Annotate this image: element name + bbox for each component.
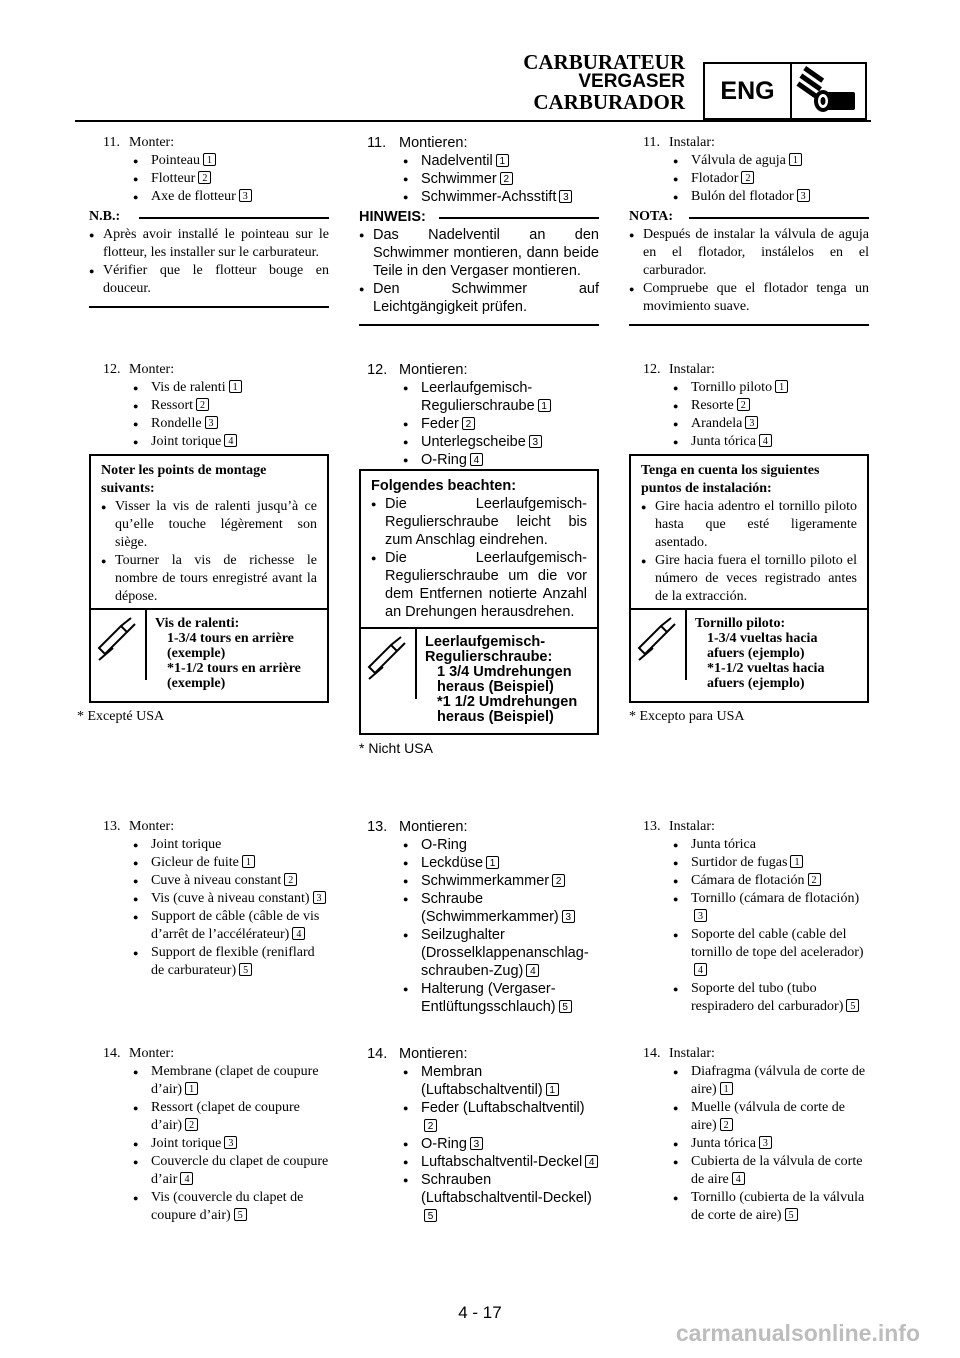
list-item: ● Joint torique [129,836,329,854]
list-item: ● Flotador 2 [669,170,869,188]
ref-number: 3 [205,416,218,429]
section-title-block [523,52,685,112]
list-item: ● O-Ring 4 [399,451,599,469]
ref-number: 1 [242,855,255,868]
list-item: ● Axe de flotteur 3 [129,188,329,206]
list-item: ● Válvula de aguja 1 [669,152,869,170]
list-item: ● Arandela 3 [669,415,869,433]
footnote-es: * Excepto para USA [629,709,745,724]
ref-number: 4 [759,434,772,447]
ref-number: 1 [203,153,216,166]
list-item: ● Das Nadelventil an den Schwimmer montieren, dann beide Teile in den Vergaser montieren. [359,226,599,280]
list-item: ● Halterung (Vergaser-Entlüftungsschlauch) 5 [399,980,599,1016]
list-item: ● Bulón del flotador 3 [669,188,869,206]
ref-number: 4 [732,1172,745,1185]
list-item: ● O-Ring 3 [399,1135,599,1153]
ref-number: 2 [196,398,209,411]
ref-number: 1 [789,153,802,166]
ref-number: 2 [198,171,211,184]
ref-number: 4 [180,1172,193,1185]
ref-number: 2 [284,873,297,886]
wrench-spec-icon [91,610,143,676]
ref-number: 1 [790,855,803,868]
list-item: ● Visser la vis de ralenti jusqu’à ce qu’elle touche légèrement son siège. [101,498,317,552]
install-box-fr: Noter les points de montage suivants: ● Visser la vis de ralenti jusqu’à ce qu’elle touche légèrement son siège. ● Tourner la vis de richesse le nombre de tours enregistré avant la dépose. Vis de ralenti: 1-3/4 tours en arrière (exemple) *1-1/2 tours en arrière (exemple) [89,454,329,703]
ref-number: 4 [585,1155,598,1168]
list-item: ● Diafragma (válvula de corte de aire) 1 [669,1063,869,1099]
list-item: ● Compruebe que el flotador tenga un movimiento suave. [629,280,869,316]
ref-number: 1 [185,1082,198,1095]
list-item: ● Junta tórica 4 [669,433,869,451]
title-de: VERGASER [578,71,685,92]
step-12-fr: 12. Monter: ● Vis de ralenti 1 ● Ressort 2 ● Rondelle 3 ● Joint torique 4 [89,361,329,451]
ref-number: 1 [486,856,499,869]
step-12-de: 12. Montieren: ● Leerlaufgemisch-Regulierschraube 1 ● Feder 2 ● Unterlegscheibe 3 ● O-Ring 4 [359,361,599,469]
list-item: ● Junta tórica 3 [669,1135,869,1153]
ref-number: 2 [185,1118,198,1131]
list-item: ● Cuve à niveau constant 2 [129,872,329,890]
page-number: 4 - 17 [458,1303,502,1322]
list-item: ● Muelle (válvula de corte de aire) 2 [669,1099,869,1135]
ref-number: 3 [694,909,707,922]
list-item: ● Gicleur de fuite 1 [129,854,329,872]
ref-number: 4 [292,927,305,940]
ref-number: 3 [529,435,542,448]
list-item: ● Pointeau 1 [129,152,329,170]
title-es: CARBURADOR [533,90,685,114]
eng-label: ENG [705,64,792,118]
list-item: ● Den Schwimmer auf Leichtgängigkeit prüfen. [359,280,599,316]
list-item: ● Flotteur 2 [129,170,329,188]
ref-number: 4 [694,963,707,976]
list-item: ● Nadelventil 1 [399,152,599,170]
list-item: ● Cámara de flotación 2 [669,872,869,890]
step-11-es: 11. Instalar: ● Válvula de aguja 1 ● Flotador 2 ● Bulón del flotador 3 [629,134,869,206]
list-item: ● Support de câble (câble de vis d’arrêt de l’accélérateur) 4 [129,908,329,944]
ref-number: 2 [741,171,754,184]
step-14-fr: 14. Monter: ● Membrane (clapet de coupure d’air) 1 ● Ressort (clapet de coupure d’air) 2 ● Joint torique 3 ● Couvercle du clapet de coupure d’air 4 ● Vis (couvercle du clapet de coupure d’air) 5 [89,1045,329,1225]
list-item: ● Tourner la vis de richesse le nombre de tours enregistré avant la dépose. [101,552,317,606]
list-item: ● Resorte 2 [669,397,869,415]
eng-badge [703,62,867,120]
step-13-de: 13. Montieren: ● O-Ring ● Leckdüse 1 ● Schwimmerkammer 2 ● Schraube (Schwimmerkammer) 3 ● Seilzughalter (Drosselklappenanschlag-schrauben-Zug) 4 ● Halterung (Vergaser-Entlüftungsschlauch) 5 [359,818,599,1016]
ref-number: 3 [313,891,326,904]
list-item: ● Soporte del tubo (tubo respiradero del carburador) 5 [669,980,869,1016]
step-11-de: 11. Montieren: ● Nadelventil 1 ● Schwimmer 2 ● Schwimmer-Achsstift 3 [359,134,599,206]
watermark: carmanualsonline.info [675,1320,920,1346]
ref-number: 1 [720,1082,733,1095]
list-item: ● Vis de ralenti 1 [129,379,329,397]
wrench-spec-icon [361,629,413,695]
step-14-de: 14. Montieren: ● Membran (Luftabschaltventil) 1 ● Feder (Luftabschaltventil)2 ● O-Ring 3 ● Luftabschaltventil-Deckel 4 ● Schrauben (Luftabschaltventil-Deckel)5 [359,1045,599,1225]
note-11-fr: N.B.: ● Après avoir installé le pointeau sur le flotteur, les installer sur le carburateur. ● Vérifier que le flotteur bouge en douceur. [89,208,329,308]
list-item: ● Joint torique 4 [129,433,329,451]
list-item: ● Couvercle du clapet de coupure d’air 4 [129,1153,329,1189]
list-item: ● Schraube (Schwimmerkammer) 3 [399,890,599,926]
list-item: ● Schwimmer-Achsstift 3 [399,188,599,206]
list-item: ● Feder (Luftabschaltventil)2 [399,1099,599,1135]
list-item: ● Seilzughalter (Drosselklappenanschlag-schrauben-Zug) 4 [399,926,599,980]
list-item: ● Joint torique 3 [129,1135,329,1153]
install-box-es: Tenga en cuenta los siguientes puntos de instalación: ● Gire hacia adentro el tornillo piloto hasta que esté ligeramente asentado. ● Gire hacia fuera el tornillo piloto el número de veces registrado antes de la extracción. Tornillo piloto: 1-3/4 vueltas hacia afuers (ejemplo) *1-1/2 vueltas hacia afuers (ejemplo) [629,454,869,703]
list-item: ● Cubierta de la válvula de corte de aire 4 [669,1153,869,1189]
list-item: ● Ressort (clapet de coupure d’air) 2 [129,1099,329,1135]
step-11-fr: 11. Monter: ● Pointeau 1 ● Flotteur 2 ● Axe de flotteur 3 [89,134,329,206]
ref-number: 4 [526,964,539,977]
ref-number: 2 [500,172,513,185]
list-item: ● Tornillo (cámara de flotación)3 [669,890,869,926]
wrench-spec-icon [631,610,683,676]
ref-number: 3 [224,1136,237,1149]
note-11-es: NOTA: ● Después de instalar la válvula de aguja en el flotador, instálelos en el carburador. ● Compruebe que el flotador tenga un movimiento suave. [629,208,869,326]
ref-number: 2 [552,874,565,887]
list-item: ● Feder 2 [399,415,599,433]
list-item: ● Membran (Luftabschaltventil) 1 [399,1063,599,1099]
list-item: ● Leerlaufgemisch-Regulierschraube 1 [399,379,599,415]
ref-number: 5 [239,963,252,976]
ref-number: 1 [546,1083,559,1096]
list-item: ● O-Ring [399,836,599,854]
ref-number: 1 [496,154,509,167]
list-item: ● Surtidor de fugas 1 [669,854,869,872]
footnote-fr: * Excepté USA [77,709,165,724]
list-item: ● Luftabschaltventil-Deckel 4 [399,1153,599,1171]
list-item: ● Después de instalar la válvula de aguja en el flotador, instálelos en el carburador. [629,226,869,280]
list-item: ● Support de flexible (reniflard de carburateur) 5 [129,944,329,980]
list-item: ● Rondelle 3 [129,415,329,433]
ref-number: 4 [470,453,483,466]
ref-number: 3 [797,189,810,202]
ref-number: 2 [424,1119,437,1132]
ref-number: 5 [559,1000,572,1013]
ref-number: 3 [759,1136,772,1149]
ref-number: 2 [808,873,821,886]
list-item: ● Vis (couvercle du clapet de coupure d’air) 5 [129,1189,329,1225]
list-item: ● Après avoir installé le pointeau sur le flotteur, les installer sur le carburateur. [89,226,329,262]
list-item: ● Gire hacia adentro el tornillo piloto hasta que esté ligeramente asentado. [641,498,857,552]
engine-icon [793,66,863,118]
title-fr: CARBURATEUR [523,50,685,74]
list-item: ● Ressort 2 [129,397,329,415]
list-item: ● Vérifier que le flotteur bouge en douceur. [89,262,329,298]
list-item: ● Die Leerlaufgemisch-Regulierschraube um die vor dem Entfernen notierte Anzahl an Drehungen herausdrehen. [371,549,587,621]
ref-number: 5 [234,1208,247,1221]
ref-number: 3 [470,1137,483,1150]
list-item: ● Schwimmerkammer 2 [399,872,599,890]
list-item: ● Leckdüse 1 [399,854,599,872]
ref-number: 2 [720,1118,733,1131]
ref-number: 2 [462,417,475,430]
ref-number: 1 [775,380,788,393]
ref-number: 3 [239,189,252,202]
list-item: ● Unterlegscheibe 3 [399,433,599,451]
list-item: ● Membrane (clapet de coupure d’air) 1 [129,1063,329,1099]
list-item: ● Junta tórica [669,836,869,854]
step-14-es: 14. Instalar: ● Diafragma (válvula de corte de aire) 1 ● Muelle (válvula de corte de aire) 2 ● Junta tórica 3 ● Cubierta de la válvula de corte de aire 4 ● Tornillo (cubierta de la válvula de corte de aire) 5 [629,1045,869,1225]
header-rule [75,120,871,122]
note-11-de: HINWEIS: ● Das Nadelventil an den Schwimmer montieren, dann beide Teile in den Vergaser montieren. ● Den Schwimmer auf Leichtgängigkeit prüfen. [359,208,599,326]
ref-number: 3 [562,910,575,923]
list-item: ● Tornillo piloto 1 [669,379,869,397]
ref-number: 5 [785,1208,798,1221]
ref-number: 5 [424,1209,437,1222]
ref-number: 3 [559,190,572,203]
list-item: ● Tornillo (cubierta de la válvula de corte de aire) 5 [669,1189,869,1225]
ref-number: 1 [538,399,551,412]
ref-number: 3 [745,416,758,429]
list-item: ● Die Leerlaufgemisch-Regulierschraube leicht bis zum Anschlag eindrehen. [371,495,587,549]
ref-number: 5 [846,999,859,1012]
list-item: ● Schrauben (Luftabschaltventil-Deckel)5 [399,1171,599,1225]
step-13-es: 13. Instalar: ● Junta tórica ● Surtidor de fugas 1 ● Cámara de flotación 2 ● Tornillo (cámara de flotación)3 ● Soporte del cable (cable del tornillo de tope del acelerador)4 ● Soporte del tubo (tubo respiradero del carburador) 5 [629,818,869,1016]
ref-number: 1 [229,380,242,393]
list-item: ● Soporte del cable (cable del tornillo de tope del acelerador)4 [669,926,869,980]
step-12-es: 12. Instalar: ● Tornillo piloto 1 ● Resorte 2 ● Arandela 3 ● Junta tórica 4 [629,361,869,451]
footnote-de: * Nicht USA [359,740,433,756]
list-item: ● Vis (cuve à niveau constant) 3 [129,890,329,908]
list-item: ● Gire hacia fuera el tornillo piloto el número de veces registrado antes de la extracción. [641,552,857,606]
ref-number: 4 [224,434,237,447]
list-item: ● Schwimmer 2 [399,170,599,188]
install-box-de: Folgendes beachten: ● Die Leerlaufgemisch-Regulierschraube leicht bis zum Anschlag eindrehen. ● Die Leerlaufgemisch-Regulierschraube um die vor dem Entfernen notierte Anzahl an Drehungen herausdrehen. Leerlaufgemisch-Regulierschraube: 1 3/4 Umdrehungen heraus (Beispiel) *1 1/2 Umdrehungen heraus (Beispiel) [359,469,599,735]
step-13-fr: 13. Monter: ● Joint torique ● Gicleur de fuite 1 ● Cuve à niveau constant 2 ● Vis (cuve à niveau constant) 3 ● Support de câble (câble de vis d’arrêt de l’accélérateur) 4 ● Support de flexible (reniflard de carburateur) 5 [89,818,329,980]
ref-number: 2 [737,398,750,411]
